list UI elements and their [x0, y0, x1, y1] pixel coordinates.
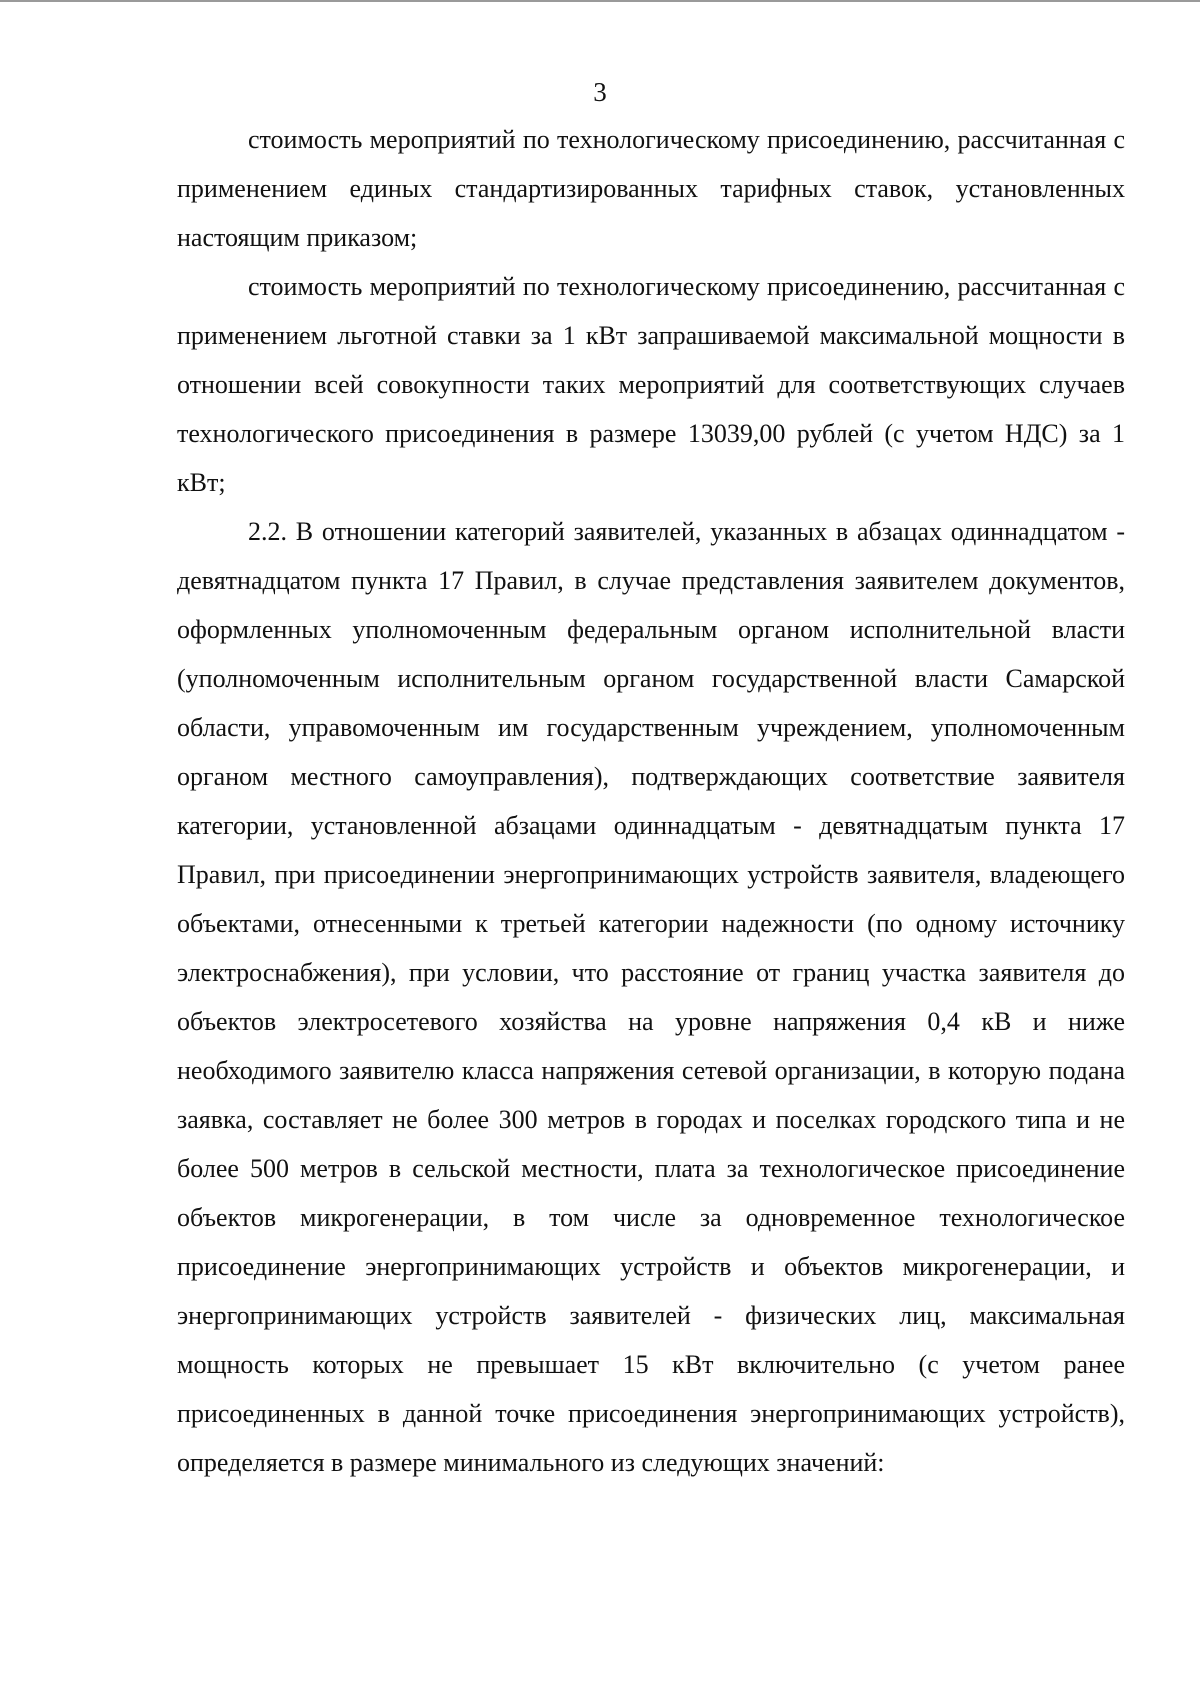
paragraph-cost-preferential-rate: стоимость мероприятий по технологическому присоединению, рассчитанная с применением льготной ставки за 1 кВт запрашиваемой максимальной мощности в отношении всей совокупности таких мероприятий для соответствующих случаев технологического присоединения в размере 13039,00 рублей (с учетом НДС) за 1 кВт; — [177, 272, 1125, 497]
page-number: 3 — [593, 77, 607, 107]
page-top-edge — [0, 0, 1200, 2]
paragraph-section-2-2: 2.2. В отношении категорий заявителей, указанных в абзацах одиннадцатом - девятнадцатом пункта 17 Правил, в случае представления заявителем документов, оформленных уполномоченным федеральным органом исполнительной власти (уполномоченным исполнительным органом государственной власти Самарской области, управомоченным им государственным учреждением, уполномоченным органом местного самоуправления), подтверждающих соответствие заявителя категории, установленной абзацами одиннадцатым - девятнадцатым пункта 17 Правил, при присоединении энергопринимающих устройств заявителя, владеющего объектами, отнесенными к третьей категории надежности (по одному источнику электроснабжения), при условии, что расстояние от границ участка заявителя до объектов электросетевого хозяйства на уровне напряжения 0,4 кВ и ниже необходимого заявителю класса напряжения сетевой организации, в которую подана заявка, составляет не более 300 метров в городах и поселках городского типа и не более 500 метров в сельской местности, плата за технологическое присоединение объектов микрогенерации, в том числе за одновременное технологическое присоединение энергопринимающих устройств и объектов микрогенерации, и энергопринимающих устройств заявителей - физических лиц, максимальная мощность которых не превышает 15 кВт включительно (с учетом ранее присоединенных в данной точке присоединения энергопринимающих устройств), определяется в размере минимального из следующих значений: — [177, 517, 1125, 1477]
paragraph-cost-standard-rates: стоимость мероприятий по технологическому присоединению, рассчитанная с применением единых стандартизированных тарифных ставок, установленных настоящим приказом; — [177, 125, 1125, 252]
document-body — [177, 115, 1125, 1487]
